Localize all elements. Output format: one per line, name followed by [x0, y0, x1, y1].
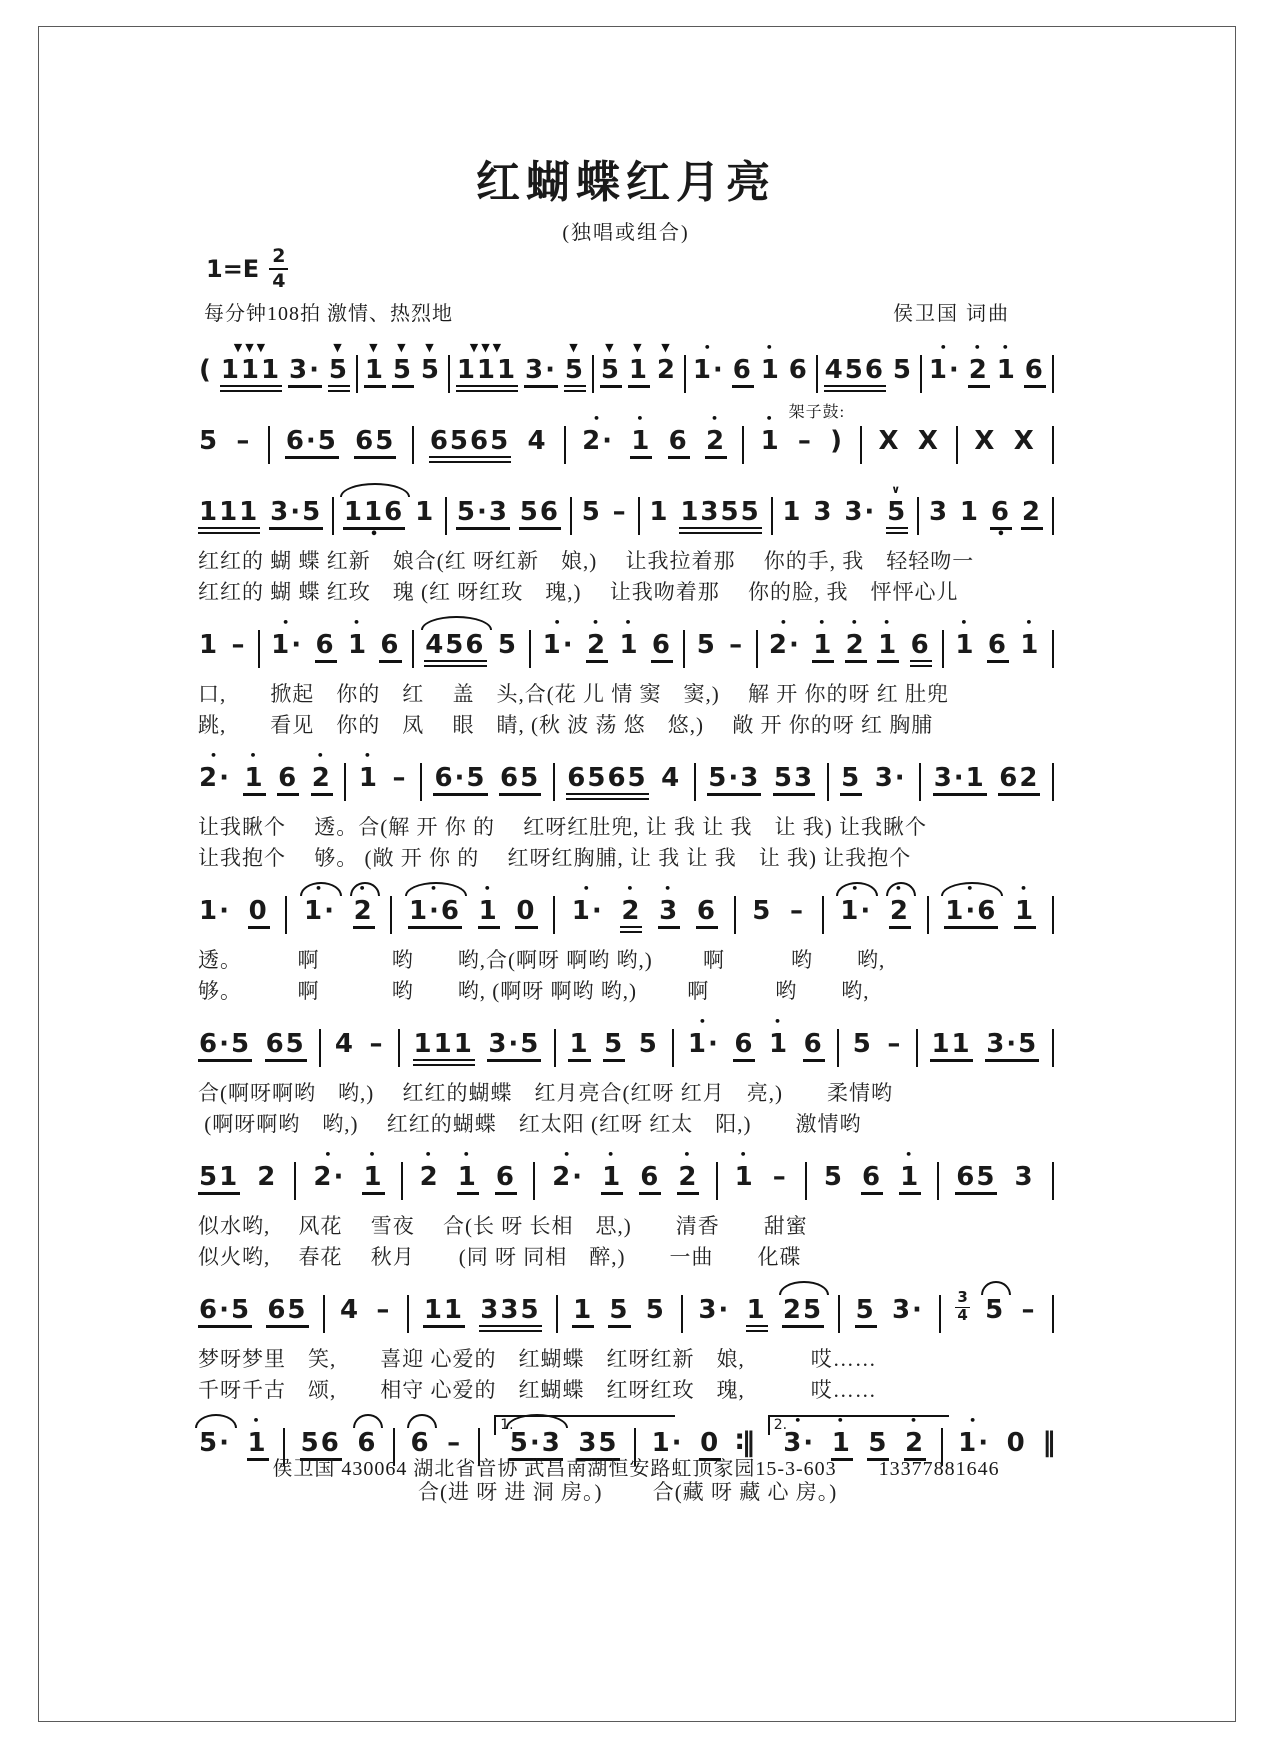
- note-token: • 1: [769, 1015, 790, 1059]
- note-token: 5: [855, 1280, 877, 1339]
- barline: [407, 1295, 409, 1333]
- note-token: 6: [803, 1014, 825, 1073]
- barline: [448, 355, 450, 393]
- note-token: 11: [930, 1014, 972, 1073]
- barline: [694, 763, 696, 801]
- lyric-line: 似水哟, 风花 雪夜 合(长 呀 长相 思,) 清香 甜蜜: [198, 1214, 808, 1238]
- music-system: [198, 404, 1054, 475]
- note-token: • 1: [734, 1148, 755, 1192]
- barline: [533, 1162, 535, 1200]
- note-token: 6·5: [433, 748, 487, 807]
- note-token: ): [830, 426, 845, 456]
- note-token: 3·: [288, 340, 322, 399]
- note-token: 65: [955, 1147, 997, 1206]
- note-token: 65: [499, 748, 541, 807]
- music-system: [198, 881, 1054, 1007]
- barline: [917, 497, 919, 535]
- barline: [860, 426, 862, 464]
- note-token: 3: [813, 497, 834, 527]
- note-token: • 1: [1014, 881, 1036, 940]
- note-token: 5: [867, 1413, 889, 1472]
- note-token: 1·: [199, 896, 231, 926]
- barline: [827, 763, 829, 801]
- note-token: • 1: [760, 341, 781, 385]
- note-token: 5·3: [456, 482, 510, 541]
- barline: [942, 630, 944, 668]
- barline: [285, 896, 287, 934]
- note-token: –: [797, 426, 813, 456]
- note-token: • 1: [478, 881, 500, 940]
- note-token: 6: [987, 615, 1009, 674]
- note-token: ▼▼▼ 111: [220, 340, 282, 403]
- barline: [838, 1295, 840, 1333]
- note-token: 1·: [651, 1428, 684, 1458]
- note-token: • 2: [419, 1148, 440, 1192]
- score-systems: [198, 340, 1054, 1508]
- time-signature: [269, 247, 288, 291]
- note-token: 1: [782, 497, 803, 527]
- note-token: 1355: [679, 482, 761, 545]
- barline: [1052, 630, 1054, 668]
- note-token: • 1: [760, 412, 781, 456]
- note-token: 116 •: [343, 482, 405, 541]
- note-token: 6: [1024, 340, 1046, 399]
- note-token: 53: [773, 748, 815, 807]
- note-token: • 1·: [542, 616, 575, 660]
- note-token: –: [231, 630, 247, 660]
- note-token: –: [447, 1428, 463, 1458]
- note-token: • 2: [677, 1147, 699, 1206]
- note-token: • 2: [620, 881, 642, 944]
- note-token: • 1: [347, 616, 369, 660]
- barline: [684, 355, 686, 393]
- barline: [1052, 1295, 1054, 1333]
- lyric-line: 让我抱个 够。 (敞 开 你 的 红呀红胸脯, 让 我 让 我 让 我) 让我抱个: [198, 846, 912, 870]
- note-token: 1: [959, 497, 981, 527]
- note-token: 5·3: [707, 748, 761, 807]
- music-line: [198, 411, 1054, 475]
- music-system: [198, 748, 1054, 874]
- note-token: 11: [423, 1280, 465, 1339]
- note-token: 5: [892, 355, 913, 385]
- barline: [412, 630, 414, 668]
- note-token: 5: [645, 1295, 666, 1325]
- note-token: 4: [334, 1029, 355, 1059]
- note-token: • 2·: [768, 616, 801, 660]
- note-token: 5: [752, 896, 773, 926]
- note-token: ▼ 5: [328, 340, 350, 403]
- sheet: [198, 146, 1054, 1515]
- note-token: –: [772, 1162, 788, 1192]
- note-token: –: [887, 1029, 903, 1059]
- note-token: 62: [998, 748, 1040, 807]
- note-token: • 1·: [687, 1015, 720, 1059]
- composer-credit: 侯卫国 词曲: [893, 303, 1010, 325]
- note-token: 6: [379, 615, 401, 674]
- barline: [592, 355, 594, 393]
- lyric-line: (啊呀啊哟 哟,) 红红的蝴蝶 红太阳 (红呀 红太 阳,) 激情哟: [198, 1112, 862, 1136]
- barline: [570, 497, 572, 535]
- note-token: 65: [266, 1280, 308, 1339]
- barline: [927, 896, 929, 934]
- note-token: 25: [782, 1280, 824, 1339]
- note-token: • 1·: [303, 881, 337, 937]
- note-token: 6: [668, 411, 690, 470]
- note-token: • 2·: [582, 412, 615, 456]
- note-token: 456: [824, 340, 886, 403]
- note-token: ▼▼▼ 111: [456, 340, 518, 403]
- note-token: 111: [198, 482, 260, 545]
- barline: [323, 1295, 325, 1333]
- note-token: –: [392, 763, 408, 793]
- song-title: 红蝴蝶红月亮: [476, 158, 776, 207]
- barline: [268, 426, 270, 464]
- note-token: • 2·: [313, 1148, 346, 1192]
- note-token: ▼ 5: [600, 340, 622, 399]
- note-token: • 1·: [692, 341, 725, 385]
- note-token: 4: [661, 763, 682, 793]
- note-token: 35: [577, 1413, 619, 1472]
- note-token: (: [199, 355, 213, 385]
- note-token: 5: [840, 748, 862, 807]
- note-token: 335: [479, 1280, 541, 1343]
- key-signature: [206, 247, 453, 291]
- music-line: 5· • 1 56 6 6 – 1. 5·3 35 1· 0 ∶‖ 2. • 3· • 1 5 • 2 • 1· 0 ‖: [198, 1413, 1054, 1477]
- note-token: 1: [415, 497, 436, 527]
- note-token: 3·5: [985, 1014, 1039, 1073]
- note-token: • 1·: [839, 881, 873, 937]
- note-token: X: [917, 426, 940, 456]
- note-token: • 2: [889, 881, 911, 940]
- note-token: 2: [1021, 482, 1043, 541]
- note-token: 5: [608, 1280, 630, 1339]
- note-token: • 1: [457, 1147, 479, 1206]
- note-token: ▼ 5: [420, 341, 441, 385]
- note-token: • 1: [1020, 616, 1041, 660]
- note-token: • 1: [955, 616, 976, 660]
- note-token: 6: [639, 1147, 661, 1206]
- lyric-line: 合(啊呀啊哟 哟,) 红红的蝴蝶 红月亮合(红呀 红月 亮,) 柔情哟: [198, 1081, 893, 1105]
- note-token: 4: [340, 1295, 361, 1325]
- note-token: 6·5: [285, 411, 339, 470]
- note-token: • 1: [996, 341, 1017, 385]
- note-token: 5: [823, 1162, 844, 1192]
- note-token: X: [974, 426, 997, 456]
- note-token: 0: [1006, 1428, 1027, 1458]
- note-token: • 2·: [552, 1148, 585, 1192]
- music-system: [198, 615, 1054, 741]
- note-token: 1: [746, 1280, 768, 1343]
- note-token: 5: [199, 426, 220, 456]
- tempo-marking: 每分钟108拍 激情、热烈地: [204, 303, 453, 325]
- meter-denominator: 4: [272, 270, 286, 292]
- note-token: • 3: [658, 881, 680, 940]
- barline: [837, 1029, 839, 1067]
- barline: [939, 1295, 941, 1333]
- music-system: [198, 1014, 1054, 1140]
- note-token: ▼ 1: [628, 340, 650, 399]
- music-line: [198, 1280, 1054, 1344]
- music-line: [198, 482, 1054, 546]
- barline: [672, 1029, 674, 1067]
- note-token: –: [369, 1029, 385, 1059]
- barline: [805, 1162, 807, 1200]
- note-token: 3·: [874, 763, 907, 793]
- final-barline: ‖: [1042, 1427, 1054, 1458]
- note-token: 6: [788, 355, 809, 385]
- music-system: [198, 1280, 1054, 1406]
- barline: [742, 426, 744, 464]
- note-token: • 2: [705, 411, 727, 470]
- note-token: 111: [413, 1014, 475, 1077]
- footer-contact: 侯卫国 430064 湖北省音协 武昌南湖恒安路虹顶家园15-3-603 13377881646: [272, 1458, 1000, 1480]
- lyric-line: 让我瞅个 透。合(解 开 你 的 红呀红肚兜, 让 我 让 我 让 我) 让我瞅个: [198, 815, 927, 839]
- note-token: 6: [277, 748, 299, 807]
- barline: [356, 355, 358, 393]
- note-token: 65: [265, 1014, 307, 1073]
- lyric-line: 千呀千古 颂, 相守 心爱的 红蝴蝶 红呀红玫 瑰, 哎……: [198, 1378, 877, 1402]
- note-token: 0: [515, 881, 537, 940]
- note-token: 5·: [198, 1413, 232, 1469]
- lyric-line: 够。 啊 哟 哟, (啊呀 啊哟 哟,) 啊 哟 哟,: [198, 979, 870, 1003]
- barline: [390, 896, 392, 934]
- note-token: • 1: [247, 1413, 269, 1472]
- barline: [716, 1162, 718, 1200]
- barline: [919, 763, 921, 801]
- barline: [553, 763, 555, 801]
- note-token: X: [878, 426, 901, 456]
- song-subtitle: (独唱或组合): [562, 222, 690, 244]
- note-token: • 1: [243, 748, 265, 807]
- note-token: ▼ 5: [392, 340, 414, 399]
- lyric-line: 红红的 蝴 蝶 红玫 瑰 (红 呀红玫 瑰,) 让我吻着那 你的脸, 我 怦怦心儿: [198, 580, 959, 604]
- barline: [816, 355, 818, 393]
- lyric-line: 透。 啊 哟 哟,合(啊呀 啊哟 哟,) 啊 哟 哟,: [198, 948, 886, 972]
- barline: [822, 896, 824, 934]
- note-token: 6 •: [990, 497, 1011, 542]
- barline: [734, 896, 736, 934]
- note-token: • 1: [630, 411, 652, 470]
- barline: [554, 1029, 556, 1067]
- note-token: • 2: [845, 615, 867, 674]
- barline: [553, 896, 555, 934]
- note-token: 56: [300, 1413, 342, 1472]
- note-token: • 1·: [571, 882, 604, 926]
- note-token: • 2: [586, 615, 608, 674]
- music-line: [198, 1014, 1054, 1078]
- barline: [258, 630, 260, 668]
- note-token: 3·5: [487, 1014, 541, 1073]
- note-token: 1: [572, 1280, 594, 1339]
- music-line: [198, 748, 1054, 812]
- note-token: • 1: [877, 615, 899, 674]
- note-token: 4: [527, 426, 548, 456]
- barline: [638, 497, 640, 535]
- barline: [1052, 1162, 1054, 1200]
- note-token: ▼ 1: [364, 340, 386, 399]
- barline: [412, 426, 414, 464]
- barline: [332, 497, 334, 535]
- note-token: 1: [199, 630, 220, 660]
- note-token: • 2: [968, 340, 990, 399]
- note-token: 5·3: [509, 1413, 563, 1472]
- barline: [1052, 1029, 1054, 1067]
- note-token: 6: [651, 615, 673, 674]
- note-token: • 2: [353, 881, 375, 940]
- barline: [956, 426, 958, 464]
- note-token: 456: [424, 615, 486, 678]
- note-token: 1: [568, 1014, 590, 1073]
- lyric-line: 红红的 蝴 蝶 红新 娘合(红 呀红新 娘,) 让我拉着那 你的手, 我 轻轻吻一: [198, 549, 975, 573]
- note-token: 6565: [429, 411, 511, 474]
- note-token: • 1: [899, 1147, 921, 1206]
- note-token: 5: [581, 497, 602, 527]
- note-token: 5: [984, 1280, 1006, 1336]
- lyric-line: 口, 掀起 你的 红 盖 头,合(花 儿 情 窦 窦,) 解 开 你的呀 红 肚兜: [198, 682, 949, 706]
- note-token: • 1·6: [944, 881, 998, 940]
- note-token: 3·: [524, 340, 558, 399]
- note-token: 3: [1014, 1162, 1035, 1192]
- note-token: 1: [649, 497, 670, 527]
- music-line: [198, 1147, 1054, 1211]
- barline: [564, 426, 566, 464]
- barline: [445, 497, 447, 535]
- note-token: • 1: [831, 1413, 853, 1472]
- note-token: –: [612, 497, 628, 527]
- barline: [319, 1029, 321, 1067]
- key-value: 1=E: [206, 255, 260, 283]
- meta-row: [198, 247, 1054, 326]
- music-line: [198, 881, 1054, 945]
- barline: [1052, 426, 1054, 464]
- note-token: 6: [861, 1147, 883, 1206]
- barline: [1052, 763, 1054, 801]
- note-token: –: [236, 426, 252, 456]
- lyric-line: 梦呀梦里 笑, 喜迎 心爱的 红蝴蝶 红呀红新 娘, 哎……: [198, 1347, 877, 1371]
- music-system: [198, 340, 1054, 404]
- note-token: 2: [257, 1162, 278, 1192]
- note-token: 5: [852, 1029, 873, 1059]
- note-token: 6: [732, 340, 754, 399]
- barline: [556, 1295, 558, 1333]
- note-token: 0: [699, 1413, 721, 1472]
- note-token: 6: [495, 1147, 517, 1206]
- note-token: • 1·: [928, 341, 961, 385]
- note-token: 6·5: [198, 1280, 252, 1339]
- note-token: 0: [248, 881, 270, 940]
- note-token: ▼ 5: [564, 340, 586, 403]
- note-token: • 1: [619, 616, 640, 660]
- note-token: • 1·: [271, 616, 304, 660]
- meter-numerator: 2: [269, 247, 288, 270]
- note-token: • 1: [358, 749, 379, 793]
- note-token: 3: [928, 497, 950, 527]
- barline: [401, 1162, 403, 1200]
- lyric-line: 跳, 看见 你的 凤 眼 睛, (秋 波 荡 悠 悠,) 敞 开 你的呀 红 胸脯: [198, 713, 934, 737]
- note-token: 5: [603, 1014, 625, 1073]
- note-token: 6: [315, 615, 337, 674]
- note-token: 5: [497, 630, 518, 660]
- note-token: –: [376, 1295, 392, 1325]
- music-line: [198, 615, 1054, 679]
- note-token: • 2·: [199, 749, 231, 793]
- time-signature-change: 3 4: [957, 1288, 968, 1324]
- note-token: • 1: [601, 1147, 623, 1206]
- note-token: • 2: [904, 1413, 926, 1472]
- note-token: 5: [638, 1029, 659, 1059]
- note-token: • 1·: [958, 1414, 991, 1458]
- note-token: 6: [410, 1413, 432, 1469]
- barline: [294, 1162, 296, 1200]
- note-token: 3·: [698, 1295, 731, 1325]
- note-token: • 2: [311, 748, 333, 807]
- lyric-line: 似火哟, 春花 秋月 (同 呀 同相 醉,) 一曲 化碟: [198, 1245, 802, 1269]
- note-token: 6: [696, 881, 718, 940]
- barline: [683, 630, 685, 668]
- note-token: 3·5: [269, 482, 323, 541]
- note-token: 6: [910, 615, 932, 678]
- music-system: [198, 1147, 1054, 1273]
- barline: [1052, 355, 1054, 393]
- note-token: ▼ 2: [656, 341, 677, 385]
- note-token: • 1: [812, 615, 834, 674]
- barline: [420, 763, 422, 801]
- note-token: –: [789, 896, 805, 926]
- note-token: 56: [519, 482, 561, 541]
- barline: [1052, 497, 1054, 535]
- barline: [771, 497, 773, 535]
- note-token: X: [1013, 426, 1036, 456]
- barline: [529, 630, 531, 668]
- barline: [398, 1029, 400, 1067]
- barline: [916, 1029, 918, 1067]
- barline: [756, 630, 758, 668]
- barline: [937, 1162, 939, 1200]
- note-token: 6·5: [198, 1014, 252, 1073]
- note-token: 6565: [566, 748, 648, 811]
- note-token: 6: [356, 1413, 378, 1469]
- instrument-label: 架子鼓:: [788, 404, 846, 421]
- repeat-barline: ∶‖: [735, 1427, 754, 1458]
- music-line: [198, 340, 1054, 404]
- note-token: –: [1021, 1295, 1037, 1325]
- note-token: • 3·: [783, 1414, 816, 1458]
- note-token: 51: [198, 1147, 240, 1206]
- barline: [681, 1295, 683, 1333]
- note-token: 3·1: [933, 748, 987, 807]
- note-token: 3·: [891, 1295, 924, 1325]
- barline: [1052, 896, 1054, 934]
- music-system: [198, 482, 1054, 608]
- note-token: • 1·6: [408, 881, 462, 940]
- note-token: ∨ 5: [886, 482, 908, 545]
- note-token: 6: [733, 1014, 755, 1073]
- note-token: –: [729, 630, 745, 660]
- note-token: 65: [354, 411, 396, 470]
- lyric-line: 合(进 呀 进 洞 房。) 合(藏 呀 藏 心 房。): [198, 1480, 838, 1504]
- barline: [344, 763, 346, 801]
- note-token: 3·: [844, 497, 877, 527]
- note-token: 5: [696, 630, 717, 660]
- note-token: • 1: [362, 1147, 384, 1206]
- barline: [920, 355, 922, 393]
